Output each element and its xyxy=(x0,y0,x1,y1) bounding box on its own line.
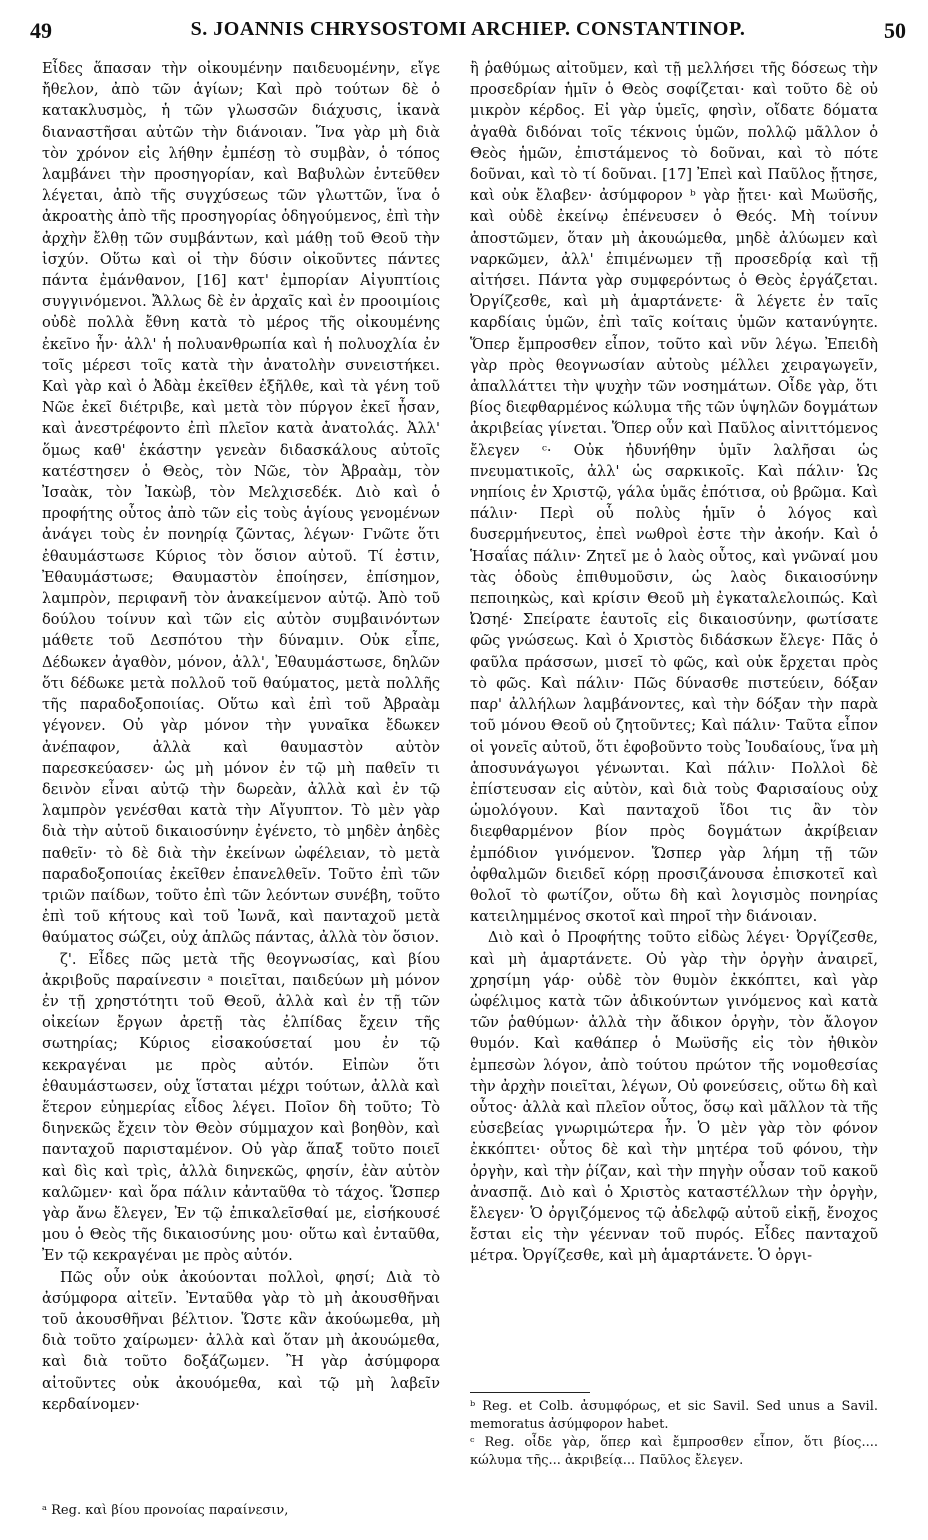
page-number-right: 50 xyxy=(884,18,906,43)
right-column xyxy=(470,58,878,1388)
footnotes-left xyxy=(42,1502,440,1520)
paragraph: ἢ ῥαθύμως αἰτοῦμεν, καὶ τῇ μελλήσει τῆς δόσεως τὴν προσεδρίαν ἡμῖν ὁ Θεὸς σοφίζεται· καὶ τοῦτο δὲ οὐ μικρὸν κέρδος. Εἰ γὰρ ὑμεῖς, φησὶν, οἴδατε δόματα ἀγαθὰ διδόναι τοῖς τέκνοις ὑμῶν, πολλῷ μᾶλλον ὁ Θεὸς ἡμῶν, ἐπιστάμενος τὸ δοῦναι, καὶ τὸ πότε δοῦναι, καὶ τὸ τί δοῦναι. [17] Ἐπεὶ καὶ Παῦλος ᾔτησε, καὶ οὐκ ἔλαβεν· ἀσύμφορον ᵇ γὰρ ᾔτει· καὶ Μωϋσῆς, καὶ οὐδὲ ἐκείνῳ ἐπένευσεν ὁ Θεός. Μὴ τοίνυν ἀποστῶμεν, ὅταν μὴ ἀκουώμεθα, μηδὲ ἀλύωμεν καὶ ναρκῶμεν, ἀλλ' ἐπιμένωμεν τῇ προσεδρίᾳ καὶ τῇ αἰτήσει. Πάντα γὰρ συμφερόντως ὁ Θεὸς ἐργάζεται. Ὀργίζεσθε, καὶ μὴ ἁμαρτάνετε· ἃ λέγετε ἐν ταῖς καρδίαις ὑμῶν, ἐπὶ ταῖς κοίταις ὑμῶν κατανύγητε. Ὅπερ ἔμπροσθεν εἶπον, τοῦτο καὶ νῦν λέγω. Ἐπειδὴ γὰρ πρὸς θεογνωσίαν αὐτοὺς μέλλει χειραγωγεῖν, ἀπαλλάττει τὴν ψυχὴν τῶν νοσημάτων. Οἶδε γὰρ, ὅτι βίος διεφθαρμένος κώλυμα τῆς τῶν ὑψηλῶν δογμάτων ἀκριβείας γίνεται. Ὅπερ οὖν καὶ Παῦλος αἰνιττόμενος ἔλεγεν ᶜ· Οὐκ ἠδυνήθην ὑμῖν λαλῆσαι ὡς πνευματικοῖς, ἀλλ' ὡς σαρκικοῖς. Καὶ πάλιν· Ὡς νηπίοις ἐν Χριστῷ, γάλα ὑμᾶς ἐπότισα, οὐ βρῶμα. Καὶ πάλιν· Περὶ οὗ πολὺς ἡμῖν ὁ λόγος καὶ δυσερμήνευτος, ἐπεὶ νωθροὶ ἐστε τὴν ἀκοήν. Καὶ ὁ Ἡσαΐας πάλιν· Ζητεῖ με ὁ λαὸς οὗτος, καὶ γνῶναί μου τὰς ὁδοὺς ἐπιθυμοῦσιν, ὡς λαὸς δικαιοσύνην πεποιηκὼς, καὶ κρίσιν Θεοῦ μὴ ἐγκαταλελοιπώς. Καὶ Ὠσηέ· Σπείρατε ἑαυτοῖς εἰς δικαιοσύνην, φωτίσατε φῶς γνώσεως. Καὶ ὁ Χριστὸς διδάσκων ἔλεγε· Πᾶς ὁ φαῦλα πράσσων, μισεῖ τὸ φῶς, καὶ οὐκ ἔρχεται πρὸς τὸ φῶς. Καὶ πάλιν· Πῶς δύνασθε πιστεύειν, δόξαν παρ' ἀλλήλων λαμβάνοντες, καὶ τὴν δόξαν τὴν παρὰ τοῦ μόνου Θεοῦ οὐ ζητοῦντες; Καὶ πάλιν· Ταῦτα εἶπον οἱ γονεῖς αὐτοῦ, ὅτι ἐφοβοῦντο τοὺς Ἰουδαίους, ἵνα μὴ ἀποσυνάγωγοι γένωνται. Καὶ πάλιν· Πολλοὶ δὲ ἐπίστευσαν εἰς αὐτὸν, καὶ διὰ τοὺς Φαρισαίους οὐχ ὡμολόγουν. Καὶ πανταχοῦ ἴδοι τις ἂν τὸν διεφθαρμένον βίον πρὸς δογμάτων ἀκρίβειαν ἐμπόδιον γινόμενον. Ὥσπερ γὰρ λήμη τῇ τῶν ὀφθαλμῶν διειδεῖ κόρῃ προσιζάνουσα ἐπισκοτεῖ καὶ θολοῖ τὸ φωτίζον, οὕτω δὴ καὶ λογισμὸς πονηρίας κατειλημμένος σκοτοῖ καὶ πηροῖ τὴν διάνοιαν. xyxy=(470,60,878,926)
paragraph: Πῶς οὖν οὐκ ἀκούονται πολλοὶ, φησί; Διὰ τὸ ἀσύμφορα αἰτεῖν. Ἐνταῦθα γὰρ τὸ μὴ ἀκουσθῆναι τοῦ ἀκουσθῆναι βέλτιον. Ὥστε κἂν ἀκούωμεθα, μὴ διὰ τοῦτο χαίρωμεν· ἀλλὰ καὶ ὅταν μὴ ἀκουώμεθα, καὶ διὰ τοῦτο δοξάζωμεν. Ἢ γὰρ ἀσύμφορα αἰτοῦντες οὐκ ἀκουόμεθα, καὶ τῷ μὴ λαβεῖν κερδαίνομεν· xyxy=(42,1268,440,1413)
page-number-left: 49 xyxy=(30,18,52,43)
footnotes-right xyxy=(470,1398,878,1470)
paragraph: Εἶδες ἅπασαν τὴν οἰκουμένην παιδευομένην, εἴγε ἤθελον, ἀπὸ τῶν ἁγίων; Καὶ πρὸ τούτων δὲ ὁ κατακλυσμὸς, ἡ τῶν γλωσσῶν διάχυσις, ἱκανὰ διαναστῆσαι αὐτῶν τὴν διάνοιαν. Ἵνα γὰρ μὴ διὰ τὸν χρόνον εἰς λήθην ἐμπέσῃ τὸ συμβὰν, ὁ τόπος λαμβάνει τὴν προσηγορίαν, καὶ Βαβυλὼν ἐντεῦθεν λέγεται, ἀπὸ τῆς συγχύσεως τῶν γλωττῶν, ἵνα ὁ ἀκροατὴς ἀπὸ τῆς προσηγορίας ὁδηγούμενος, ἐπὶ τὴν ἀρχὴν ἔλθῃ τῶν συμβάντων, καὶ μάθῃ τοῦ Θεοῦ τὴν ἰσχύν. Οὕτω καὶ οἱ τὴν δύσιν οἰκοῦντες πάντες πάντα ἐμάνθανον, [16] κατ' ἐμπορίαν Αἰγυπτίοις συγγινόμενοι. Ἄλλως δὲ ἐν ἀρχαῖς καὶ ἐν προοιμίοις οὐδὲ πολλὰ ἔθνη κατὰ τὸ μέρος τῆς οἰκουμένης ἐκεῖνο ἦν· ἀλλ' ἡ πολυανθρωπία καὶ ἡ πολυοχλία ἐν τοῖς μέρεσι τοῖς κατὰ τὴν ἀνατολὴν συνειστήκει. Καὶ γὰρ καὶ ὁ Ἀδὰμ ἐκεῖθεν ἐξῆλθε, καὶ τὰ γένη τοῦ Νῶε ἐκεῖ διέτριβε, καὶ μετὰ τὸν πύργον ἐκεῖ ἦσαν, καὶ ἀνεστρέφοντο ἐπὶ πλεῖον κατὰ ἀνατολάς. Ἀλλ' ὅμως καθ' ἑκάστην γενεὰν διδασκάλους αὐτοῖς κατέστησεν ὁ Θεὸς, τὸν Νῶε, τὸν Ἀβραὰμ, τὸν Ἰσαὰκ, τὸν Ἰακὼβ, τὸν Μελχισεδέκ. Διὸ καὶ ὁ προφήτης οὗτος ἀπὸ τῶν εἰς τοὺς ἁγίους γενομένων ἀνάγει τοὺς ἐν πονηρίᾳ ζῶντας, λέγων· Γνῶτε ὅτι ἐθαυμάστωσε Κύριος τὸν ὅσιον αὐτοῦ. Τί ἐστιν, Ἐθαυμάστωσε; Θαυμαστὸν ἐποίησεν, ἐπίσημον, λαμπρὸν, περιφανῆ τὸν ἀνακείμενον αὐτῷ. Ἀπὸ τοῦ δούλου τοίνυν καὶ τῶν εἰς αὐτὸν συμβαινόντων μάθετε τοῦ Δεσπότου τὴν δύναμιν. Οὐκ εἶπε, Δέδωκεν ἀγαθὸν, μόνον, ἀλλ', Ἐθαυμάστωσε, δηλῶν ὅτι δέδωκε μετὰ πολλοῦ τοῦ θαύματος, μετὰ πολλῆς τῆς παραδοξοποιίας. Οὕτω καὶ ἐπὶ τοῦ Ἀβραὰμ γέγονεν. Οὐ γὰρ μόνον τὴν γυναῖκα ἔδωκεν ἀνέπαφον, ἀλλὰ καὶ θαυμαστὸν αὐτὸν παρεσκεύασεν· ὡς μὴ μόνον ἐν τῷ μὴ παθεῖν τι δεινὸν εἶναι αὐτῷ τὴν δωρεὰν, ἀλλὰ καὶ ἐν τῷ λαμπρὸν γενέσθαι κατὰ τὴν Αἴγυπτον. Τὸ μὲν γὰρ διὰ τὴν αὐτοῦ δικαιοσύνην ἐγένετο, τὸ μηδὲν ἀηδὲς παθεῖν· τὸ δὲ διὰ τὴν ἐκείνων ὠφέλειαν, τὸ μετὰ παραδοξοποιίας ἐκεῖθεν ἐπανελθεῖν. Τοῦτο ἐπὶ τῶν τριῶν παίδων, τοῦτο ἐπὶ τῶν λεόντων συνέβη, τοῦτο ἐπὶ τοῦ κήτους καὶ τοῦ Ἰωνᾶ, καὶ πανταχοῦ μετὰ θαύματος σώζει, οὐχ ἁπλῶς πάντας, ἀλλὰ τὸν ὅσιον. xyxy=(42,60,440,947)
left-column xyxy=(42,58,440,1498)
footnote: ᵃ Reg. καὶ βίου προνοίας παραίνεσιν, xyxy=(42,1503,289,1518)
running-title: S. JOANNIS CHRYSOSTOMI ARCHIEP. CONSTANTINOP. xyxy=(190,18,746,40)
paragraph: ζ'. Εἶδες πῶς μετὰ τῆς θεογνωσίας, καὶ βίου ἀκριβοῦς παραίνεσιν ᵃ ποιεῖται, παιδεύων μὴ μόνον ἐν τῇ χρηστότητι τοῦ Θεοῦ, ἀλλὰ καὶ ἐν τῇ τῶν οἰκείων ἔργων ἀρετῇ τὰς ἐλπίδας ἔχειν τῆς σωτηρίας; Κύριος εἰσακούσεταί μου ἐν τῷ κεκραγέναι με πρὸς αὐτόν. Εἰπὼν ὅτι ἐθαυμάστωσεν, οὐχ ἵσταται μέχρι τούτων, ἀλλὰ καὶ ἕτερον εὐημερίας εἶδος λέγει. Ποῖον δὴ τοῦτο; Τὸ διηνεκῶς ἔχειν τὸν Θεὸν σύμμαχον καὶ βοηθὸν, καὶ πανταχοῦ παρισταμένον. Οὐ γὰρ ἅπαξ τοῦτο ποιεῖ καὶ δὶς καὶ τρὶς, ἀλλὰ διηνεκῶς, φησίν, ἐὰν αὐτὸν καλῶμεν· καὶ ὅρα πάλιν κἀνταῦθα τὸ τάχος. Ὥσπερ γὰρ ἄνω ἔλεγεν, Ἐν τῷ ἐπικαλεῖσθαί με, εἰσήκουσέ μου ὁ Θεὸς τῆς δικαιοσύνης μου· οὕτω καὶ ἐνταῦθα, Ἐν τῷ κεκραγέναι με πρὸς αὐτόν. xyxy=(42,950,440,1265)
footnote-divider xyxy=(470,1392,590,1393)
footnote: ᵇ Reg. et Colb. ἀσυμφόρως, et sic Savil. Sed unus a Savil. memoratus ἀσύμφορον habet. xyxy=(470,1399,878,1432)
running-header xyxy=(30,18,906,52)
paragraph: Διὸ καὶ ὁ Προφήτης τοῦτο εἰδὼς λέγει· Ὀργίζεσθε, καὶ μὴ ἁμαρτάνετε. Οὐ γὰρ τὴν ὀργὴν ἀναιρεῖ, χρησίμη γάρ· οὐδὲ τὸν θυμὸν ἐκκόπτει, καὶ γὰρ ὠφέλιμος κατὰ τῶν ἀδικούντων γινόμενος καὶ κατὰ τῶν ῥαθύμων· ἀλλὰ τὴν ἄδικον ὀργὴν, τὸν ἄλογον θυμόν. Καὶ καθάπερ ὁ Μωϋσῆς εἰς τὸν ἠθικὸν ἐμπεσὼν λόγον, ἀπὸ τούτου πρώτον τῆς νομοθεσίας τὴν ἀρχὴν ποιεῖται, λέγων, Οὐ φονεύσεις, οὕτω δὴ καὶ οὗτος· ἀλλὰ καὶ πλεῖον οὗτος, ὅσῳ καὶ μᾶλλον τὰ τῆς εὐσεβείας γνωριμώτερα ἦν. Ὁ μὲν γὰρ τὸν φόνον ἐκκόπτει· οὗτος δὲ καὶ τὴν μητέρα τοῦ φόνου, τὴν ὀργὴν, καὶ τὴν ῥίζαν, καὶ τὴν πηγὴν οὖσαν τοῦ κακοῦ ἀνασπᾷ. Διὸ καὶ ὁ Χριστὸς καταστέλλων τὴν ὀργὴν, ἔλεγεν· Ὁ ὀργιζόμενος τῷ ἀδελφῷ αὐτοῦ εἰκῇ, ἔνοχος ἔσται εἰς τὴν γέενναν τοῦ πυρός. Εἶδες πανταχοῦ μέτρα. Ὀργίζεσθε, καὶ μὴ ἁμαρτάνετε. Ὁ ὀργι- xyxy=(470,929,878,1265)
footnote: ᶜ Reg. οἶδε γὰρ, ὅπερ καὶ ἔμπροσθεν εἶπον, ὅτι βίος.... κώλυμα τῆς... ἀκριβείᾳ... Παῦλος ἔλεγεν. xyxy=(470,1435,878,1468)
